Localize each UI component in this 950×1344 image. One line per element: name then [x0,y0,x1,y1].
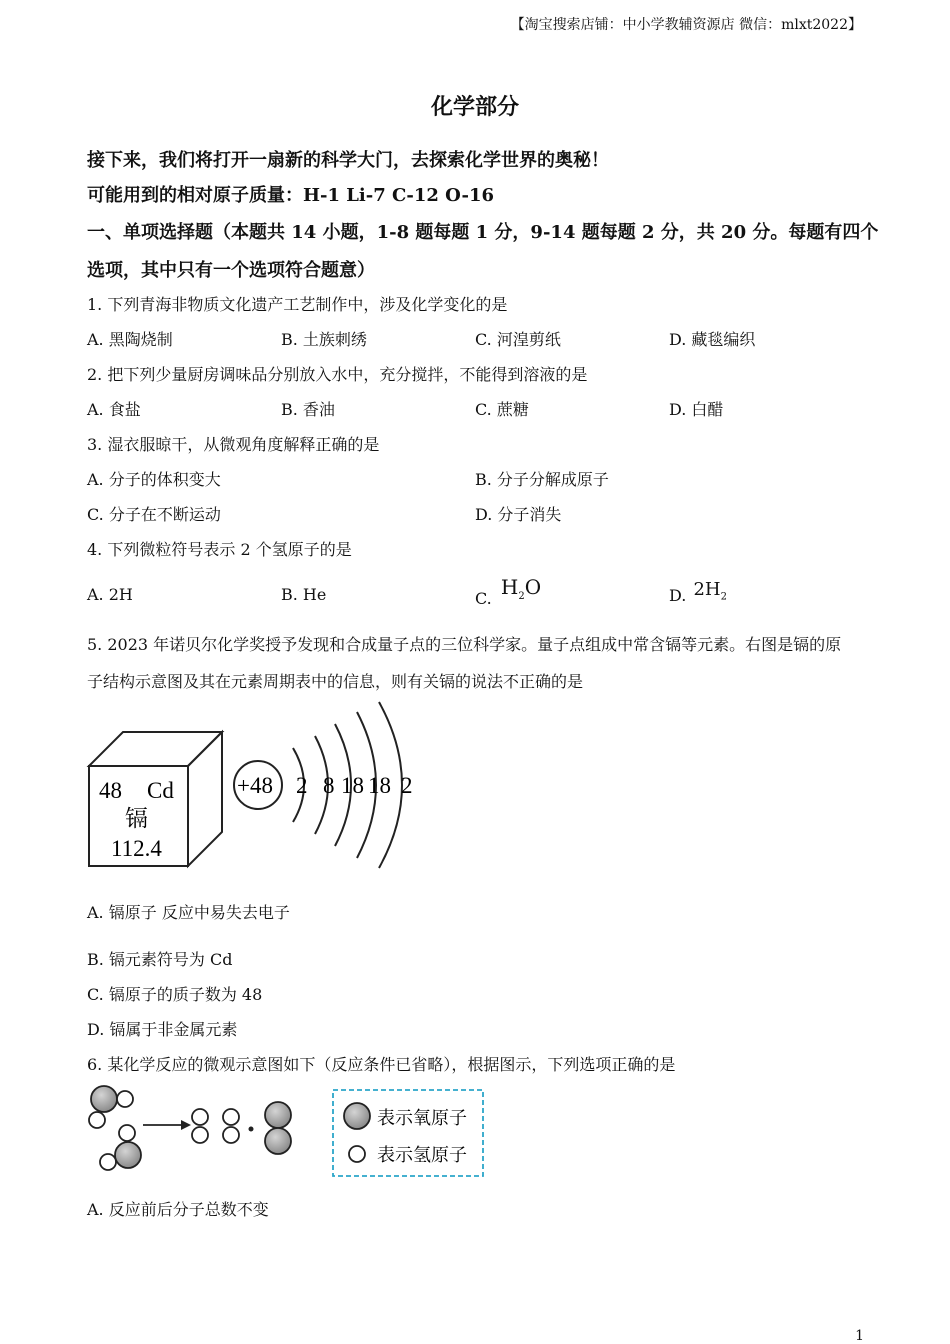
question-1-option-b[interactable]: B. 土族刺绣 [281,330,367,349]
reaction-arrow [143,1120,191,1130]
page-title: 化学部分 [430,94,519,120]
question-2-option-a[interactable]: A. 食盐 [87,400,141,419]
hydrogen-atom [223,1109,239,1125]
question-1-option-a[interactable]: A. 黑陶烧制 [87,330,173,349]
question-3-stem: 3. 湿衣服晾干，从微观角度解释正确的是 [87,435,380,454]
question-2-option-b[interactable]: B. 香油 [281,400,335,419]
question-5-option-c[interactable]: C. 镉原子的质子数为 48 [87,985,263,1004]
shell-count-1: 2 [296,773,308,798]
question-5-option-a[interactable]: A. 镉原子 反应中易失去电子 [87,903,290,922]
cell-atomic-mass: 112.4 [111,836,162,861]
intro-text: 接下来，我们将打开一扇新的科学大门，去探索化学世界的奥秘！ [87,150,609,171]
question-3-option-b[interactable]: B. 分子分解成原子 [475,470,609,489]
question-4-option-c[interactable] [475,575,542,612]
section-heading-cont: 选项，其中只有一个选项符合题意） [87,260,375,281]
question-3-option-a[interactable]: A. 分子的体积变大 [87,470,221,489]
formula-sub: 2 [518,591,525,602]
cadmium-figure [85,700,425,875]
formula-2h2 [693,579,727,603]
hydrogen-atom [89,1112,105,1128]
hydrogen-atom [119,1125,135,1141]
question-6-option-a[interactable]: A. 反应前后分子总数不变 [87,1200,269,1219]
question-4-option-a[interactable]: A. 2H [87,585,133,604]
question-2-stem: 2. 把下列少量厨房调味品分别放入水中，充分搅拌，不能得到溶液的是 [87,365,588,384]
option-c-label: C. [475,589,492,608]
question-4-option-d[interactable] [669,579,727,609]
shell-count-3: 18 [341,773,364,798]
header-note: 【淘宝搜索店铺：中小学教辅资源店 微信：mlxt2022】 [510,17,862,33]
oxygen-atom [265,1128,291,1154]
question-6-stem: 6. 某化学反应的微观示意图如下（反应条件已省略），根据图示，下列选项正确的是 [87,1055,676,1074]
formula-main: 2H [693,579,721,600]
hydrogen-atom [192,1127,208,1143]
formula-sub: 2 [720,591,727,603]
hydrogen-atom [100,1154,116,1170]
question-4-option-b[interactable]: B. He [281,585,327,604]
hydrogen-atom [192,1109,208,1125]
question-4-stem: 4. 下列微粒符号表示 2 个氢原子的是 [87,540,352,559]
legend-oxygen-label: 表示氧原子 [377,1108,467,1129]
question-5-stem: 5. 2023 年诺贝尔化学奖授予发现和合成量子点的三位科学家。量子点组成中常含镉等元素。右图是镉的原 [87,635,842,654]
question-5-option-b[interactable]: B. 镉元素符号为 Cd [87,950,233,969]
hydrogen-atom [117,1091,133,1107]
question-3-option-d[interactable]: D. 分子消失 [475,505,562,524]
oxygen-atom [115,1142,141,1168]
cell-atomic-number: 48 [99,778,122,803]
oxygen-atom [91,1086,117,1112]
shell-count-2: 8 [323,773,335,798]
legend-hydrogen-label: 表示氢原子 [377,1145,467,1166]
hydrogen-atom [223,1127,239,1143]
question-5-stem-cont: 子结构示意图及其在元素周期表中的信息，则有关镉的说法不正确的是 [87,672,584,691]
section-heading: 一、单项选择题（本题共 14 小题，1-8 题每题 1 分，9-14 题每题 2 分，共 20 分。每题有四个 [87,222,879,243]
reactant-molecules [89,1086,141,1170]
question-1-stem: 1. 下列青海非物质文化遗产工艺制作中，涉及化学变化的是 [87,295,508,314]
question-5-option-d[interactable]: D. 镉属于非金属元素 [87,1020,238,1039]
atomic-masses: 可能用到的相对原子质量：H-1 Li-7 C-12 O-16 [87,185,494,206]
legend-box [333,1090,483,1176]
legend-hydrogen-icon [349,1146,365,1162]
separator-dot [249,1127,254,1132]
formula-h: H [500,575,519,599]
question-1-option-c[interactable]: C. 河湟剪纸 [475,330,561,349]
legend-oxygen-icon [344,1103,370,1129]
cell-symbol: Cd [147,778,174,803]
reaction-diagram [85,1082,495,1182]
formula-h2o [500,575,542,602]
option-d-label: D. [669,586,687,605]
question-2-option-d[interactable]: D. 白醋 [669,400,724,419]
shell-count-4: 18 [368,773,391,798]
cell-element-name: 镉 [125,806,148,832]
oxygen-atom [265,1102,291,1128]
page-number: 1 [855,1328,864,1344]
nucleus-charge: +48 [237,773,273,798]
question-3-option-c[interactable]: C. 分子在不断运动 [87,505,221,524]
shell-count-5: 2 [401,773,413,798]
question-1-option-d[interactable]: D. 藏毯编织 [669,330,756,349]
product-molecules [192,1102,291,1154]
formula-o: O [524,575,542,599]
question-2-option-c[interactable]: C. 蔗糖 [475,400,529,419]
